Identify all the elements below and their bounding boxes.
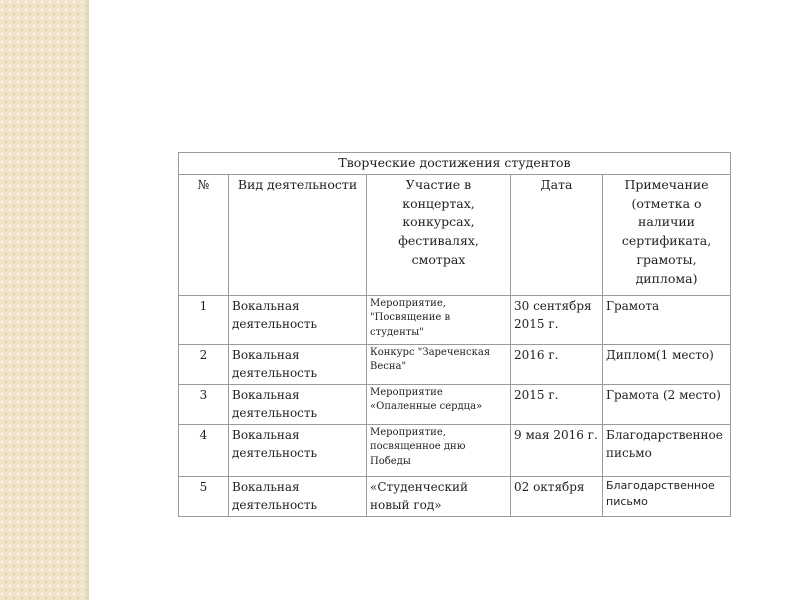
table-row <box>179 344 731 384</box>
table-title-row <box>179 153 731 175</box>
table-header-row <box>179 174 731 295</box>
header-date: Дата <box>511 174 603 295</box>
row-note: Грамота <box>603 295 731 344</box>
achievements-table <box>178 152 731 517</box>
row-activity: Вокальная деятельность <box>229 384 367 424</box>
row-event: Мероприятие «Опаленные сердца» <box>367 384 511 424</box>
table-row <box>179 295 731 344</box>
row-date: 2015 г. <box>511 384 603 424</box>
row-number: 3 <box>179 384 229 424</box>
table-row <box>179 424 731 476</box>
row-number: 1 <box>179 295 229 344</box>
header-note: Примечание (отметка о наличии сертификата, грамоты, диплома) <box>603 174 731 295</box>
table-title: Творческие достижения студентов <box>179 153 731 175</box>
header-activity: Вид деятельности <box>229 174 367 295</box>
row-note: Благодарственное письмо <box>603 476 731 516</box>
row-event: Мероприятие, посвященное дню Победы <box>367 424 511 476</box>
row-number: 4 <box>179 424 229 476</box>
row-activity: Вокальная деятельность <box>229 424 367 476</box>
row-activity: Вокальная деятельность <box>229 295 367 344</box>
row-note: Благодарственное письмо <box>603 424 731 476</box>
row-event: «Студенческий новый год» <box>367 476 511 516</box>
row-event: Конкурс "Зареченская Весна" <box>367 344 511 384</box>
row-event: Мероприятие, "Посвящение в студенты" <box>367 295 511 344</box>
row-activity: Вокальная деятельность <box>229 344 367 384</box>
header-event: Участие в концертах, конкурсах, фестивалях, смотрах <box>367 174 511 295</box>
row-note: Диплом(1 место) <box>603 344 731 384</box>
table-row <box>179 384 731 424</box>
row-date: 2016 г. <box>511 344 603 384</box>
row-note: Грамота (2 место) <box>603 384 731 424</box>
table-row <box>179 476 731 516</box>
side-strip-edge <box>86 0 89 600</box>
row-activity: Вокальная деятельность <box>229 476 367 516</box>
row-date: 30 сентября 2015 г. <box>511 295 603 344</box>
row-date: 02 октября <box>511 476 603 516</box>
row-date: 9 мая 2016 г. <box>511 424 603 476</box>
decorative-side-strip <box>0 0 86 600</box>
header-number: № <box>179 174 229 295</box>
row-number: 2 <box>179 344 229 384</box>
row-number: 5 <box>179 476 229 516</box>
